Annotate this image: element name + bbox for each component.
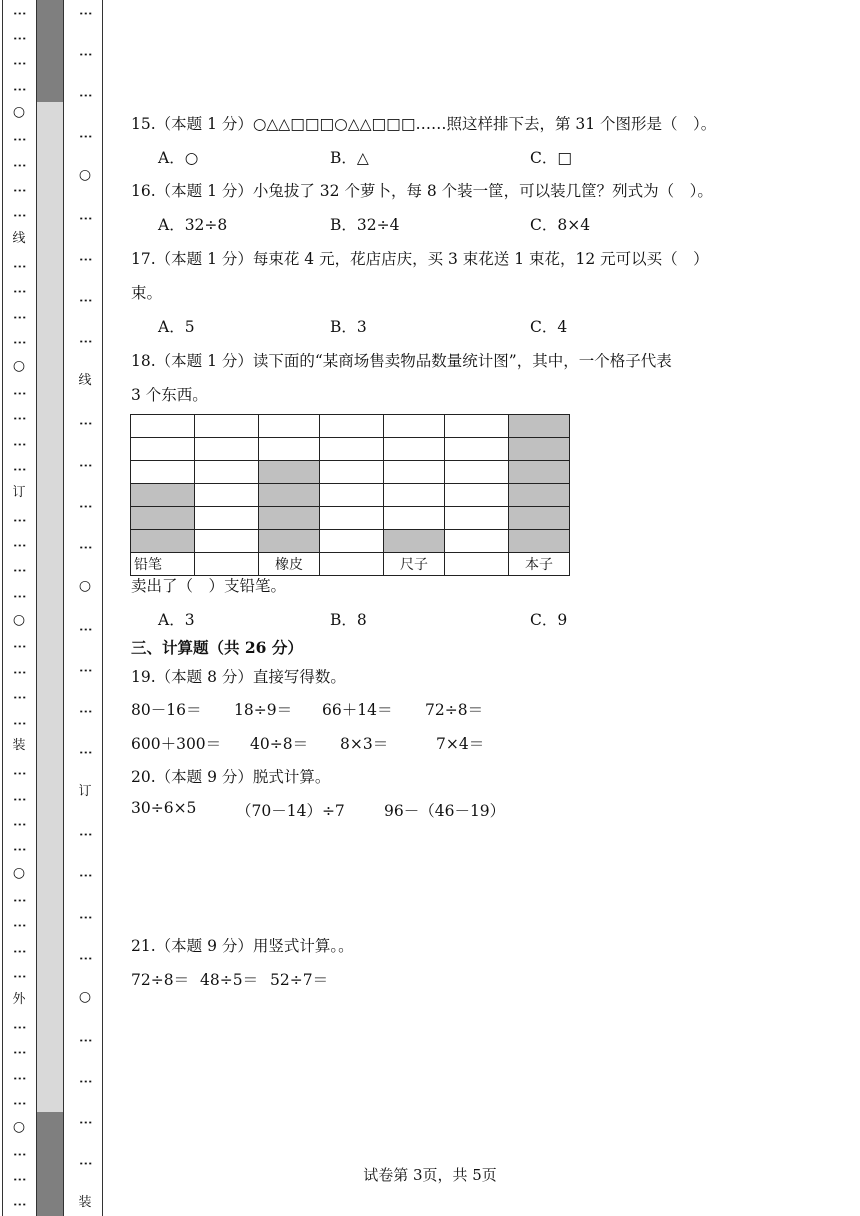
q16-option-b: B．32÷4 (330, 216, 400, 234)
q20-stem: 20.（本题 9 分）脱式计算。 (131, 768, 331, 786)
dots-mark: ⋮ (77, 129, 93, 141)
dots-mark: ⋮ (11, 767, 27, 779)
grid-label-row (131, 553, 570, 576)
dots-mark: ⋮ (77, 47, 93, 59)
grid-cell (320, 507, 384, 530)
grid-cell (320, 415, 384, 438)
dots-mark: ⋮ (11, 1198, 27, 1210)
grid-cell (259, 438, 320, 461)
grid-cell (195, 415, 259, 438)
grid-cell (384, 461, 445, 484)
q19-r1-item1: 80－16＝ (131, 701, 202, 719)
page-footer: 试卷第 3页，共 5页 (363, 1166, 497, 1184)
dots-mark: ⋮ (11, 539, 27, 551)
dots-mark: ⋮ (77, 6, 93, 18)
dots-mark: ⋮ (77, 1157, 93, 1169)
grid-cell-filled (259, 484, 320, 507)
dots-mark: ⋮ (77, 417, 93, 429)
q17-option-b: B．3 (330, 318, 367, 336)
dots-mark: ⋮ (11, 792, 27, 804)
grid-cell (384, 507, 445, 530)
dots-mark: ⋮ (77, 869, 93, 881)
grid-cell-filled (384, 530, 445, 553)
grid-cell (445, 461, 509, 484)
q15-option-a: A．○ (158, 149, 199, 167)
dots-mark: ⋮ (77, 253, 93, 265)
dots-mark: ⋮ (77, 1033, 93, 1045)
circle-mark: ○ (12, 865, 26, 882)
grid-cell (320, 461, 384, 484)
grid-cell (384, 438, 445, 461)
q17-stem-line2: 束。 (131, 284, 163, 302)
q15-option-b: B．△ (330, 149, 369, 167)
grid-cell (131, 461, 195, 484)
grid-cell-filled (509, 415, 570, 438)
dots-mark: ⋮ (11, 919, 27, 931)
grid-row (131, 438, 570, 461)
dots-mark: ⋮ (11, 1071, 27, 1083)
q21-item2: 48÷5＝ (200, 971, 259, 989)
grid-cell-filled (509, 484, 570, 507)
dots-mark: ⋮ (77, 1074, 93, 1086)
dots-mark: ⋮ (11, 1147, 27, 1159)
dots-mark: ⋮ (11, 209, 27, 221)
margin-border-right (102, 0, 103, 1216)
grid-cell (131, 415, 195, 438)
q20-item2: （70－14）÷7 (236, 802, 345, 820)
grid-cell-filled (509, 507, 570, 530)
circle-mark: ○ (12, 611, 26, 628)
q19-r2-item4: 7×4＝ (436, 735, 485, 753)
dots-mark: ⋮ (77, 499, 93, 511)
q19-r1-item2: 18÷9＝ (234, 701, 293, 719)
grid-cell-filled (259, 507, 320, 530)
grid-row (131, 507, 570, 530)
grid-cell-filled (509, 438, 570, 461)
circle-mark: ○ (78, 578, 92, 595)
binding-word: 装 (78, 1194, 92, 1210)
dots-mark: ⋮ (11, 1020, 27, 1032)
binding-word: 外 (12, 992, 26, 1008)
dots-mark: ⋮ (77, 335, 93, 347)
q19-r1-item4: 72÷8＝ (425, 701, 484, 719)
dots-mark: ⋮ (11, 970, 27, 982)
q19-r2-item2: 40÷8＝ (250, 735, 309, 753)
dots-mark: ⋮ (11, 843, 27, 855)
q18-option-b: B．8 (330, 611, 367, 629)
dots-mark: ⋮ (11, 462, 27, 474)
dots-mark: ⋮ (11, 640, 27, 652)
grid-row (131, 530, 570, 553)
grid-cell (445, 438, 509, 461)
dark-block-top (36, 0, 64, 102)
grid-cell (320, 438, 384, 461)
margin-border-left (2, 0, 3, 1216)
dots-mark: ⋮ (11, 818, 27, 829)
q20-item1: 30÷6×5 (131, 799, 197, 817)
dots-mark: ⋮ (77, 746, 93, 758)
grid-cell-filled (131, 484, 195, 507)
dots-mark: ⋮ (11, 1046, 27, 1058)
outer-dotted-column (8, 0, 30, 1216)
stat-grid-table (130, 414, 570, 576)
q19-r1-item3: 66＋14＝ (322, 701, 393, 719)
binding-word: 装 (12, 738, 26, 754)
q15-option-c: C．□ (530, 149, 573, 167)
q17-option-a: A．5 (158, 318, 195, 336)
dots-mark: ⋮ (77, 211, 93, 223)
dots-mark: ⋮ (11, 31, 27, 43)
grid-cell (445, 415, 509, 438)
grid-label-empty (320, 553, 384, 576)
grid-cell (195, 484, 259, 507)
grid-cell (195, 530, 259, 553)
q18-after: 卖出了（ ）支铅笔。 (131, 577, 287, 595)
dots-mark: ⋮ (77, 458, 93, 470)
grid-row (131, 484, 570, 507)
dots-mark: ⋮ (11, 133, 27, 145)
grid-cell (195, 461, 259, 484)
grid-category-label: 铅笔 (131, 553, 195, 576)
binding-margin (0, 0, 104, 1216)
grid-cell (445, 484, 509, 507)
dots-mark: ⋮ (11, 386, 27, 398)
dots-mark: ⋮ (11, 1096, 27, 1108)
grid-cell (384, 484, 445, 507)
grid-cell (195, 507, 259, 530)
q16-stem: 16.（本题 1 分）小兔拔了 32 个萝卜，每 8 个装一筐，可以装几筐？列式为（ ）。 (131, 182, 713, 200)
dots-mark: ⋮ (11, 336, 27, 348)
grid-cell (195, 438, 259, 461)
grid-cell (320, 484, 384, 507)
grid-label-empty (195, 553, 259, 576)
dots-mark: ⋮ (11, 665, 27, 677)
binding-word: 订 (78, 783, 92, 799)
grid-cell (131, 438, 195, 461)
dots-mark: ⋮ (11, 82, 27, 94)
dots-mark: ⋮ (11, 564, 27, 576)
q19-stem: 19.（本题 8 分）直接写得数。 (131, 668, 346, 686)
dots-mark: ⋮ (11, 894, 27, 906)
inner-dotted-column (74, 0, 96, 1216)
dots-mark: ⋮ (11, 310, 27, 322)
circle-mark: ○ (78, 989, 92, 1006)
q19-r2-item3: 8×3＝ (340, 735, 389, 753)
grid-cell (320, 530, 384, 553)
grid-cell-filled (131, 530, 195, 553)
dots-mark: ⋮ (11, 691, 27, 703)
dots-mark: ⋮ (77, 828, 93, 840)
dots-mark: ⋮ (77, 1116, 93, 1128)
dots-mark: ⋮ (77, 910, 93, 922)
dots-mark: ⋮ (11, 260, 27, 272)
grid-category-label: 本子 (509, 553, 570, 576)
grid-cell (445, 507, 509, 530)
q15-stem: 15.（本题 1 分）○△△□□□○△△□□□……照这样排下去，第 31 个图形是（ ）。 (131, 115, 717, 133)
dots-mark: ⋮ (11, 944, 27, 956)
q20-item3: 96－（46－19） (384, 802, 506, 820)
dots-mark: ⋮ (11, 1173, 27, 1185)
grid-cell (445, 530, 509, 553)
grid-row (131, 415, 570, 438)
q18-option-a: A．3 (158, 611, 195, 629)
q19-r2-item1: 600＋300＝ (131, 735, 222, 753)
q21-stem: 21.（本题 9 分）用竖式计算。。 (131, 937, 354, 955)
q16-option-a: A．32÷8 (158, 216, 228, 234)
grid-cell (384, 415, 445, 438)
dots-mark: ⋮ (11, 716, 27, 728)
dots-mark: ⋮ (11, 184, 27, 196)
dots-mark: ⋮ (77, 540, 93, 552)
dots-mark: ⋮ (77, 951, 93, 963)
dots-mark: ⋮ (77, 664, 93, 675)
dots-mark: ⋮ (11, 412, 27, 424)
grid-label-empty (445, 553, 509, 576)
dots-mark: ⋮ (11, 57, 27, 69)
grid-cell-filled (259, 461, 320, 484)
q18-stem-line2: 3 个东西。 (131, 386, 208, 404)
grid-category-label: 尺子 (384, 553, 445, 576)
circle-mark: ○ (12, 1118, 26, 1135)
grey-strip (36, 0, 64, 1216)
grid-cell-filled (509, 461, 570, 484)
circle-mark: ○ (78, 167, 92, 184)
q17-option-c: C．4 (530, 318, 568, 336)
circle-mark: ○ (12, 104, 26, 121)
grid-cell (259, 415, 320, 438)
q21-item3: 52÷7＝ (270, 971, 329, 989)
dots-mark: ⋮ (77, 705, 93, 717)
grid-category-label: 橡皮 (259, 553, 320, 576)
grid-cell-filled (259, 530, 320, 553)
grid-row (131, 461, 570, 484)
dots-mark: ⋮ (11, 285, 27, 297)
dots-mark: ⋮ (11, 158, 27, 170)
dots-mark: ⋮ (77, 622, 93, 634)
circle-mark: ○ (12, 358, 26, 375)
q17-stem-line1: 17.（本题 1 分）每束花 4 元，花店店庆，买 3 束花送 1 束花，12 元可以买（ ） (131, 250, 709, 268)
binding-word: 线 (78, 372, 92, 388)
binding-word: 线 (12, 231, 26, 247)
grid-cell-filled (131, 507, 195, 530)
section3-heading: 三、计算题（共 26 分） (131, 638, 303, 657)
q21-item1: 72÷8＝ (131, 971, 190, 989)
dots-mark: ⋮ (11, 6, 27, 18)
q18-stem-line1: 18.（本题 1 分）读下面的“某商场售卖物品数量统计图”，其中，一个格子代表 (131, 352, 672, 370)
q16-option-c: C．8×4 (530, 216, 591, 234)
dots-mark: ⋮ (11, 513, 27, 525)
dots-mark: ⋮ (11, 589, 27, 601)
dots-mark: ⋮ (77, 294, 93, 306)
dots-mark: ⋮ (77, 88, 93, 100)
q18-option-c: C．9 (530, 611, 568, 629)
binding-word: 订 (12, 484, 26, 500)
dots-mark: ⋮ (11, 437, 27, 449)
grid-cell-filled (509, 530, 570, 553)
